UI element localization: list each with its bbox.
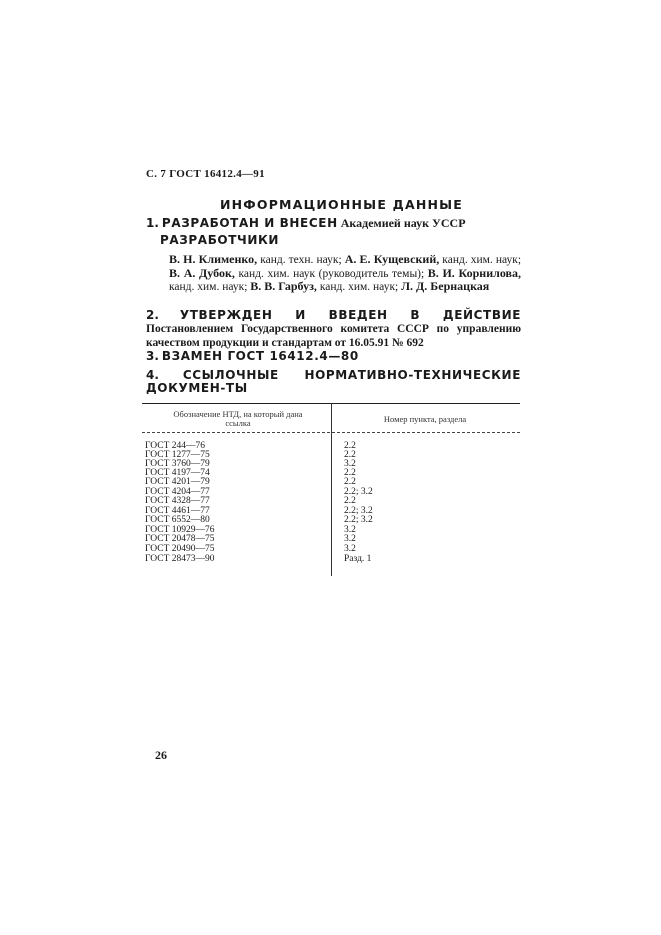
developers-list [169,253,521,294]
table-header-ntd: Обозначение НТД, на который дана ссылка [173,409,303,428]
table-cell-ntd: ГОСТ 4204—77 [145,487,210,497]
developer-title: канд. хим. наук; [319,281,399,294]
developer-title: канд. хим. наук; [442,254,522,266]
developers-heading [160,234,535,247]
section-text: Академией наук УССР [340,216,466,230]
table-cell-section: 3.2 [344,544,356,554]
table-cell-section: 2.2 [344,468,356,478]
table-cell-section: 2.2; 3.2 [344,506,373,516]
developer-name: Л. Д. Бернацкая [401,279,490,294]
section-number: 2. [146,308,159,322]
section-number: 1. [146,216,159,230]
developer-name: В. В. Гарбуз, [250,279,317,294]
table-cell-ntd: ГОСТ 6552—80 [145,515,210,525]
table-cell-ntd: ГОСТ 4328—77 [145,496,210,506]
section-text: Постановлением Государственного комитета СССР по управлению качеством продукции и стандартам от 16.05.91 № 692 [146,323,521,349]
table-cell-ntd: ГОСТ 28473—90 [145,554,215,564]
page-header: С. 7 ГОСТ 16412.4—91 [146,168,265,180]
developer-title: канд. хим. наук; [169,281,248,294]
table-cell-ntd: ГОСТ 20490—75 [145,544,215,554]
table-cell-ntd: ГОСТ 244—76 [145,441,205,451]
table-cell-section: 2.2; 3.2 [344,487,373,497]
table-cell-section: 3.2 [344,459,356,469]
section-3 [146,350,521,363]
developer-name: В. И. Корнилова, [427,265,522,280]
table-cell-section: 3.2 [344,525,356,535]
section-2 [146,309,521,350]
table-cell-ntd: ГОСТ 3760—79 [145,459,210,469]
table-cell-ntd: ГОСТ 1277—75 [145,450,210,460]
table-cell-section: 2.2 [344,477,356,487]
table-cell-section: 2.2 [344,441,356,451]
table-cell-ntd: ГОСТ 20478—75 [145,534,215,544]
section-number: 4. [146,368,159,382]
developer-name: А. Е. Кущевский, [344,252,440,266]
developer-title: канд. хим. наук (руководитель темы); [238,267,425,280]
developers-label: РАЗРАБОТЧИКИ [160,233,280,247]
table-column-divider [331,404,332,576]
table-cell-ntd: ГОСТ 4197—74 [145,468,210,478]
table-cell-section: 2.2 [344,450,356,460]
table-cell-ntd: ГОСТ 4461—77 [145,506,210,516]
table-cell-section: 2.2 [344,496,356,506]
section-heading: ВЗАМЕН ГОСТ 16412.4—80 [161,349,359,363]
table-header-rule [142,432,520,433]
page-number: 26 [155,748,167,762]
developer-title: канд. техн. наук; [260,254,342,266]
section-1 [146,217,521,230]
table-cell-section: Разд. 1 [344,554,372,564]
table-cell-section: 3.2 [344,534,356,544]
table-header-section: Номер пункта, раздела [383,414,467,424]
table-cell-section: 2.2; 3.2 [344,515,373,525]
section-heading: ССЫЛОЧНЫЕ НОРМАТИВНО-ТЕХНИЧЕСКИЕ ДОКУМЕН-ТЫ [146,368,521,395]
section-heading: УТВЕРЖДЕН И ВВЕДЕН В ДЕЙСТВИЕ [179,308,522,322]
section-number: 3. [146,349,159,363]
developer-name: В. Н. Клименко, [169,252,258,266]
page-title: ИНФОРМАЦИОННЫЕ ДАННЫЕ [219,197,464,212]
developer-name: В. А. Дубок, [169,265,235,280]
section-heading: РАЗРАБОТАН И ВНЕСЕН [161,216,338,230]
table-cell-ntd: ГОСТ 10929—76 [145,525,215,535]
section-4 [146,369,521,395]
table-cell-ntd: ГОСТ 4201—79 [145,477,210,487]
